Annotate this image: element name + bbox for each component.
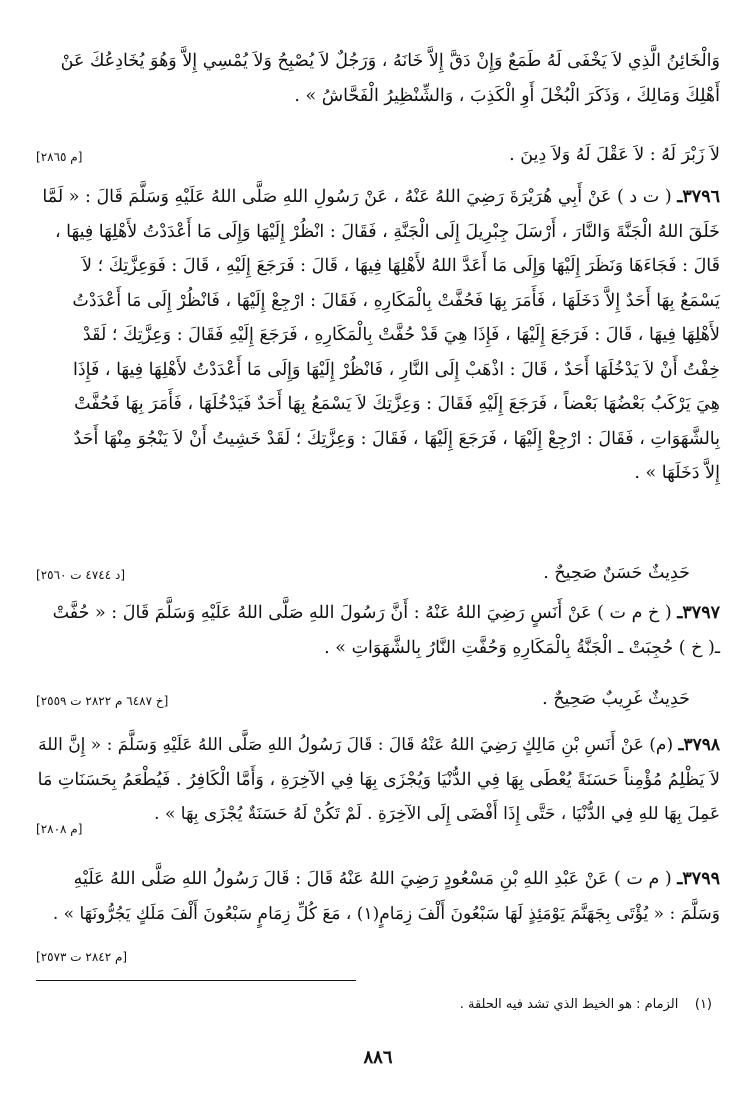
source-reference: [خ ٦٤٨٧ م ٢٨٢٢ ت ٢٥٥٩] [36,694,169,708]
text-line: أَهْلِكَ وَمَالِكَ ، وَذَكَرَ الْبُخْلَ أَوِ الْكَذِبَ ، وَالشِّنْظِيرُ الْفَحَّاشُ » . [294,85,720,106]
grade-text: حَدِيثٌ حَسَنٌ صَحِيحٌ . [543,563,690,583]
hadith-3798 [36,728,720,832]
text-line: ٣٧٩٨ـ (م) عَنْ أَنَسِ بْنِ مَالِكٍ رَضِيَ اللهُ عَنْهُ قَالَ : قَالَ رَسُولُ اللهِ صَلَّى اللهُ عَلَيْهِ وَسَلَّمَ : « إِنَّ اللهَ [38,735,720,755]
text-line: ٣٧٩٦ـ ( ت د ) عَنْ أَبِي هُرَيْرَةَ رَضِيَ اللهُ عَنْهُ ، عَنْ رَسُولِ اللهِ صَلَّى اللهُ عَلَيْهِ وَسَلَّمَ قَالَ : « لَمَّا [42,187,720,207]
footnote-marker: (١) [694,997,712,1012]
text-line: ٣٧٩٧ـ ( خ م ت ) عَنْ أَنَسٍ رَضِيَ اللهُ عَنْهُ : أَنَّ رَسُولَ اللهِ صَلَّى اللهُ عَلَيْهِ وَسَلَّمَ قَالَ : « حُفَّتْ [52,603,720,623]
gloss-note [36,140,720,170]
page-number: ٨٨٦ [363,1047,393,1068]
gloss-text: لاَ زَبْرَ لَهُ : لاَ عَقْلَ لَهُ وَلاَ دِينَ . [509,145,720,165]
hadith-number: ٣٧٩٦ـ [677,187,720,207]
hadith-number: ٣٧٩٧ـ [677,603,720,623]
text-line: ٣٧٩٩ـ ( م ت ) عَنْ عَبْدِ اللهِ بْنِ مَسْعُودٍ رَضِيَ اللهُ عَنْهُ قَالَ : قَالَ رَسُولُ اللهِ صَلَّى اللهُ عَلَيْهِ [73,869,720,889]
hadith-3799 [36,862,720,931]
hadith-3797 [36,596,720,665]
continuation-paragraph [36,44,720,113]
hadith-number: ٣٧٩٨ـ [678,735,720,755]
text-line: إِلاَّ دَخَلَهَا » . [634,463,720,483]
hadith-3796 [36,180,720,491]
text-line: عَمِلَ بِهَا للهِ فِي الدُّنْيَا ، حَتَّى إِذَا أَفْضَى إِلَى الآخِرَةِ . لَمْ تَكُنْ لَهُ حَسَنَةٌ يُجْزَى بِهَا » . [154,804,720,824]
hadith-grade [36,558,720,588]
text-line: لأَهْلِهَا فِيهَا ، قَالَ : فَرَجَعَ إِلَيْهَا ، فَإِذَا هِيَ قَدْ حُفَّتْ بِالْمَكَارِهِ ، فَرَجَعَ إِلَيْهِ فَقَالَ : وَعِزَّتِكَ ؛ لَقَدْ [82,325,720,345]
source-reference: [د ٤٧٤٤ ت ٢٥٦٠] [36,568,126,582]
source-reference: [م ٢٨٠٨] [36,822,83,836]
text-line: لاَ يَظْلِمُ مُؤْمِناً حَسَنَةً يُعْطَى بِهَا فِي الدُّنْيَا وَيُجْزَى بِهَا فِي الآخِرَةِ ، وَأَمَّا الْكَافِرُ . فَيُطْعَمُ بِحَسَنَاتِ مَا [37,769,720,790]
text-line: بِالشَّهَوَاتِ ، فَقَالَ : ارْجِعْ إِلَيْهَا ، فَرَجَعَ إِلَيْهَا ، فَقَالَ : وَعِزَّتِكَ ؛ لَقَدْ خَشِيتُ أَنْ لاَ يَنْجُوَ مِنْهَا أَحَدٌ [73,428,720,449]
grade-text: حَدِيثٌ غَرِيبٌ صَحِيحٌ . [542,689,690,709]
text-line: هِيَ يَرْكَبُ بَعْضُهَا بَعْضاً ، فَرَجَعَ إِلَيْهِ فَقَالَ : وَعِزَّتِكَ لاَ يَسْمَعُ بِهَا أَحَدٌ فَيَدْخُلَهَا ، فَأَمَرَ بِهَا فَحُفَّتْ [74,394,720,414]
source-reference: [م ٢٨٦٥] [36,150,83,164]
text-line: خَلَقَ اللهُ الْجَنَّةَ وَالنَّارَ ، أَرْسَلَ جِبْرِيلَ إِلَى الْجَنَّةِ ، فَقَالَ : انْظُرْ إِلَيْهَا وَإِلَى مَا أَعْدَدْتُ لأَهْلِهَا فِيهَا ، [54,221,720,242]
footnote-divider [36,980,356,981]
text-line: ـ( خ ) حُجِبَتْ ـ الْجَنَّةُ بِالْمَكَارِهِ وَحُفَّتِ النَّارُ بِالشَّهَوَاتِ » . [324,637,720,658]
footnote [460,997,712,1012]
text-line: وَسَلَّمَ : « يُؤْتَى بِجَهَنَّمَ يَوْمَئِذٍ لَهَا سَبْعُونَ أَلْفَ زِمَامٍ(١) ، مَعَ كُلِّ زِمَامٍ سَبْعُونَ أَلْفَ مَلَكٍ يَجُرُّونَهَا » . [52,903,720,924]
text-line: خِفْتُ أَنْ لاَ يَدْخُلَهَا أَحَدٌ ، قَالَ : اذْهَبْ إِلَى النَّارِ ، فَانْظُرْ إِلَيْهَا وَإِلَى مَا أَعْدَدْتُ لأَهْلِهَا فِيهَا ، فَإِذَا [72,359,720,380]
text-line: وَالْخَائِنُ الَّذِي لاَ يَخْفَى لَهُ طَمَعٌ وَإِنْ دَقَّ إِلاَّ خَانَهُ ، وَرَجُلٌ لاَ يُصْبِحُ وَلاَ يُمْسِي إِلاَّ وَهُوَ يُخَادِعُكَ عَنْ [60,51,720,71]
footnote-text: الزمام : هو الخيط الذي تشد فيه الحلقة . [459,997,679,1012]
hadith-number: ٣٧٩٩ـ [677,869,720,889]
text-line: يَسْمَعُ بِهَا أَحَدٌ إِلاَّ دَخَلَهَا ، فَأَمَرَ بِهَا فَحُفَّتْ بِالْمَكَارِهِ ، فَقَالَ : ارْجِعْ إِلَيْهَا ، فَانْظُرْ إِلَى مَا أَعْدَدْتُ [72,290,720,311]
text-line: قَالَ : فَجَاءَهَا وَنَظَرَ إِلَيْهَا وَإِلَى مَا أَعَدَّ اللهُ لأَهْلِهَا فِيهَا ، قَالَ : فَرَجَعَ إِلَيْهِ ، قَالَ : فَوَعِزَّتِكَ ؛ لاَ [82,256,720,276]
source-reference: [م ٢٨٤٢ ت ٢٥٧٣] [36,950,128,964]
